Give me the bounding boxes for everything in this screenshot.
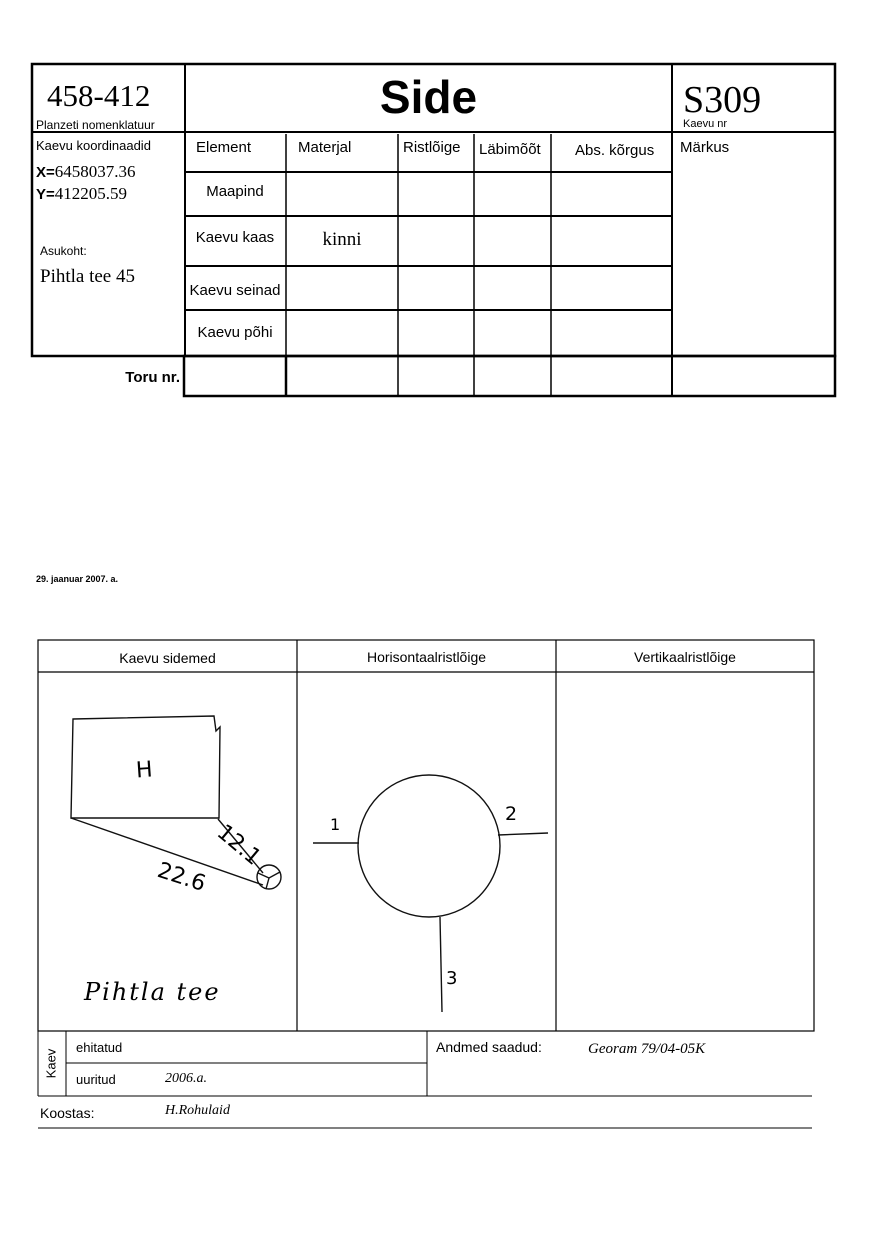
y-coordinate xyxy=(36,184,127,204)
x-coordinate xyxy=(36,162,136,182)
sketch-pipe-1: 1 xyxy=(330,815,341,834)
column-header-cross-section: Ristlõige xyxy=(403,139,461,156)
nomenclature-value: 458-412 xyxy=(47,78,151,113)
sketch-header-connections: Kaevu sidemed xyxy=(119,650,216,666)
sketch-dimension-short: 12.1 xyxy=(211,820,266,871)
document-date: 29. jaanuar 2007. a. xyxy=(36,574,119,584)
column-header-diameter: Läbimõõt xyxy=(479,141,541,158)
nomenclature-label: Planzeti nomenklatuur xyxy=(36,118,155,132)
sketch-header-horizontal: Horisontaalristlõige xyxy=(366,649,487,665)
row-element-cover: Kaevu kaas xyxy=(195,229,275,246)
y-label: Y= xyxy=(36,186,55,203)
column-header-element: Element xyxy=(196,139,252,156)
column-header-material: Materjal xyxy=(298,139,352,156)
x-value: 6458037.36 xyxy=(54,162,136,181)
compiled-by-value: H.Rohulaid xyxy=(165,1103,230,1118)
sketch-pipe-2: 2 xyxy=(505,803,518,825)
column-header-remarks: Märkus xyxy=(680,139,730,156)
surveyed-value: 2006.a. xyxy=(165,1071,207,1086)
location-value: Pihtla tee 45 xyxy=(40,266,135,287)
sketch-pipe-3: 3 xyxy=(446,968,458,989)
compiled-by-label: Koostas: xyxy=(40,1105,95,1121)
sketch-dimension-long: 22.6 xyxy=(154,858,209,897)
coordinates-label: Kaevu koordinaadid xyxy=(36,138,151,153)
row-element-bottom: Kaevu põhi xyxy=(197,324,273,341)
page-title: Side xyxy=(379,71,478,123)
well-number: S309 xyxy=(683,79,762,121)
data-source-label: Andmed saadud: xyxy=(436,1039,542,1055)
column-header-abs-height: Abs. kõrgus xyxy=(575,142,655,159)
surveyed-label: uuritud xyxy=(76,1072,116,1087)
built-label: ehitatud xyxy=(76,1040,123,1055)
y-value: 412205.59 xyxy=(54,184,128,203)
sketch-building-label: H xyxy=(135,757,154,784)
footer-vertical-label: Kaev xyxy=(43,1048,59,1079)
sketch-street-label: Pihtla tee xyxy=(84,978,221,1006)
data-source-value: Georam 79/04-05K xyxy=(588,1041,706,1057)
row-element-ground: Maapind xyxy=(206,183,264,200)
row-element-walls: Kaevu seinad xyxy=(189,282,281,299)
pipe-number-label: Toru nr. xyxy=(125,369,180,386)
row-material-cover: kinni xyxy=(322,229,362,250)
location-label: Asukoht: xyxy=(40,244,87,258)
well-number-label: Kaevu nr xyxy=(683,118,728,130)
sketch-header-vertical: Vertikaalristlõige xyxy=(634,649,736,665)
x-label: X= xyxy=(36,164,55,181)
